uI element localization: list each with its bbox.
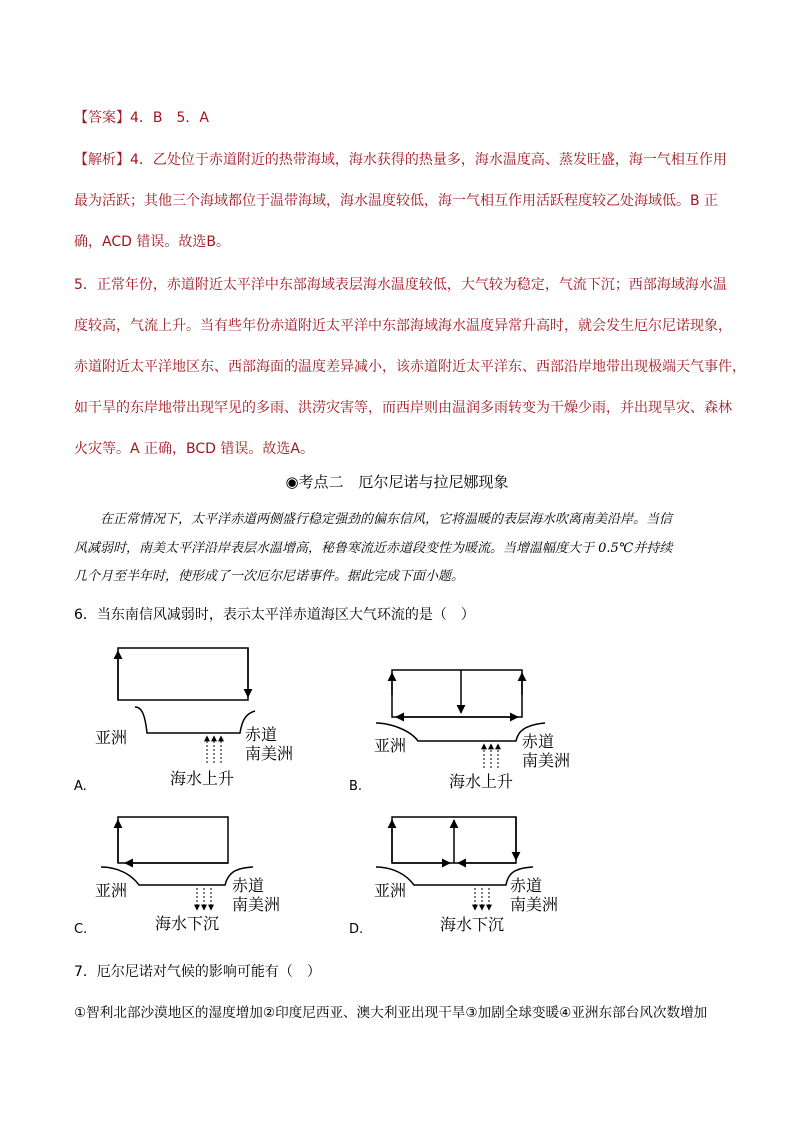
option-b-diagram: [370, 665, 590, 795]
analysis-line-6: 赤道附近太平洋地区东、西部海面的温度差异减小，该赤道附近太平洋东、西部沿岸地带出现极端天气事件，: [74, 359, 746, 375]
option-c-letter[interactable]: C.: [74, 922, 88, 937]
option-b-letter[interactable]: B.: [349, 779, 363, 794]
question-7-stem: 7．厄尔尼诺对气候的影响可能有（ ）: [74, 964, 321, 980]
option-b-south-america-label: 南美洲: [522, 751, 571, 770]
option-d-equator-label: 赤道: [510, 876, 543, 895]
option-a-asia-label: 亚洲: [95, 728, 128, 747]
option-d-bottom-label: 海水下沉: [440, 915, 505, 934]
option-d-asia-label: 亚洲: [374, 881, 407, 900]
analysis-line-2: 最为活跃；其他三个海域都位于温带海域，海水温度较低，海一气相互作用活跃程度较乙处海域低。B 正: [74, 193, 719, 209]
passage-line-3: 几个月至半年时，使形成了一次厄尔尼诺事件。据此完成下面小题。: [74, 569, 465, 584]
option-c-south-america-label: 南美洲: [232, 895, 281, 914]
analysis-line-4: 5．正常年份，赤道附近太平洋中东部海域表层海水温度较低，大气较为稳定，气流下沉；西部海域海水温: [74, 277, 727, 293]
option-c-diagram: [95, 810, 315, 940]
analysis-line-5: 度较高，气流上升。当有些年份赤道附近太平洋中东部海域海水温度异常升高时，就会发生厄尔尼诺现象，: [74, 318, 732, 334]
passage-line-1: 在正常情况下，太平洋赤道两侧盛行稳定强劲的偏东信风，它将温暖的表层海水吹离南美沿岸。当信: [100, 512, 673, 527]
option-a-south-america-label: 南美洲: [245, 744, 294, 763]
answer-label: 【答案】: [74, 110, 130, 126]
option-d-diagram: [370, 810, 590, 940]
option-d-letter[interactable]: D.: [349, 922, 364, 937]
option-b-bottom-label: 海水上升: [449, 772, 514, 791]
option-c-equator-label: 赤道: [232, 876, 265, 895]
option-c-asia-label: 亚洲: [95, 881, 128, 900]
passage-line-2: 风减弱时，南美太平洋沿岸表层水温增高，秘鲁寒流近赤道段变性为暖流。当增温幅度大于 0.5℃并持续: [74, 541, 673, 556]
option-c-bottom-label: 海水下沉: [155, 914, 220, 933]
option-a-bottom-label: 海水上升: [170, 769, 235, 788]
option-a-diagram: [95, 645, 315, 795]
analysis-line-7: 如干旱的东岸地带出现罕见的多雨、洪涝灾害等，而西岸则由温润多雨转变为干燥少雨，并出现旱灾、森林: [74, 400, 732, 416]
option-d-south-america-label: 南美洲: [510, 895, 559, 914]
option-a-equator-label: 赤道: [245, 725, 278, 744]
question-7-choices: ①智利北部沙漠地区的湿度增加②印度尼西亚、澳大利亚出现干旱③加剧全球变暖④亚洲东部台风次数增加: [74, 1005, 708, 1021]
question-6-stem: 6．当东南信风减弱时，表示太平洋赤道海区大气环流的是（ ）: [74, 607, 475, 623]
section-title: ◉考点二 厄尔尼诺与拉尼娜现象: [285, 473, 509, 491]
option-b-equator-label: 赤道: [522, 732, 555, 751]
analysis-line-1: [74, 150, 727, 170]
analysis-text: 4．乙处位于赤道附近的热带海域，海水获得的热量多，海水温度高、蒸发旺盛，海一气相互作用: [130, 152, 727, 168]
answer-line: [74, 108, 209, 128]
analysis-label: 【解析】: [74, 152, 130, 168]
option-a-letter[interactable]: A.: [74, 779, 87, 794]
analysis-line-8: 火灾等。A 正确，BCD 错误。故选A。: [74, 441, 314, 457]
analysis-line-3: 确，ACD 错误。故选B。: [74, 234, 230, 250]
option-b-asia-label: 亚洲: [374, 736, 407, 755]
answer-text: 4．B 5．A: [130, 110, 209, 126]
